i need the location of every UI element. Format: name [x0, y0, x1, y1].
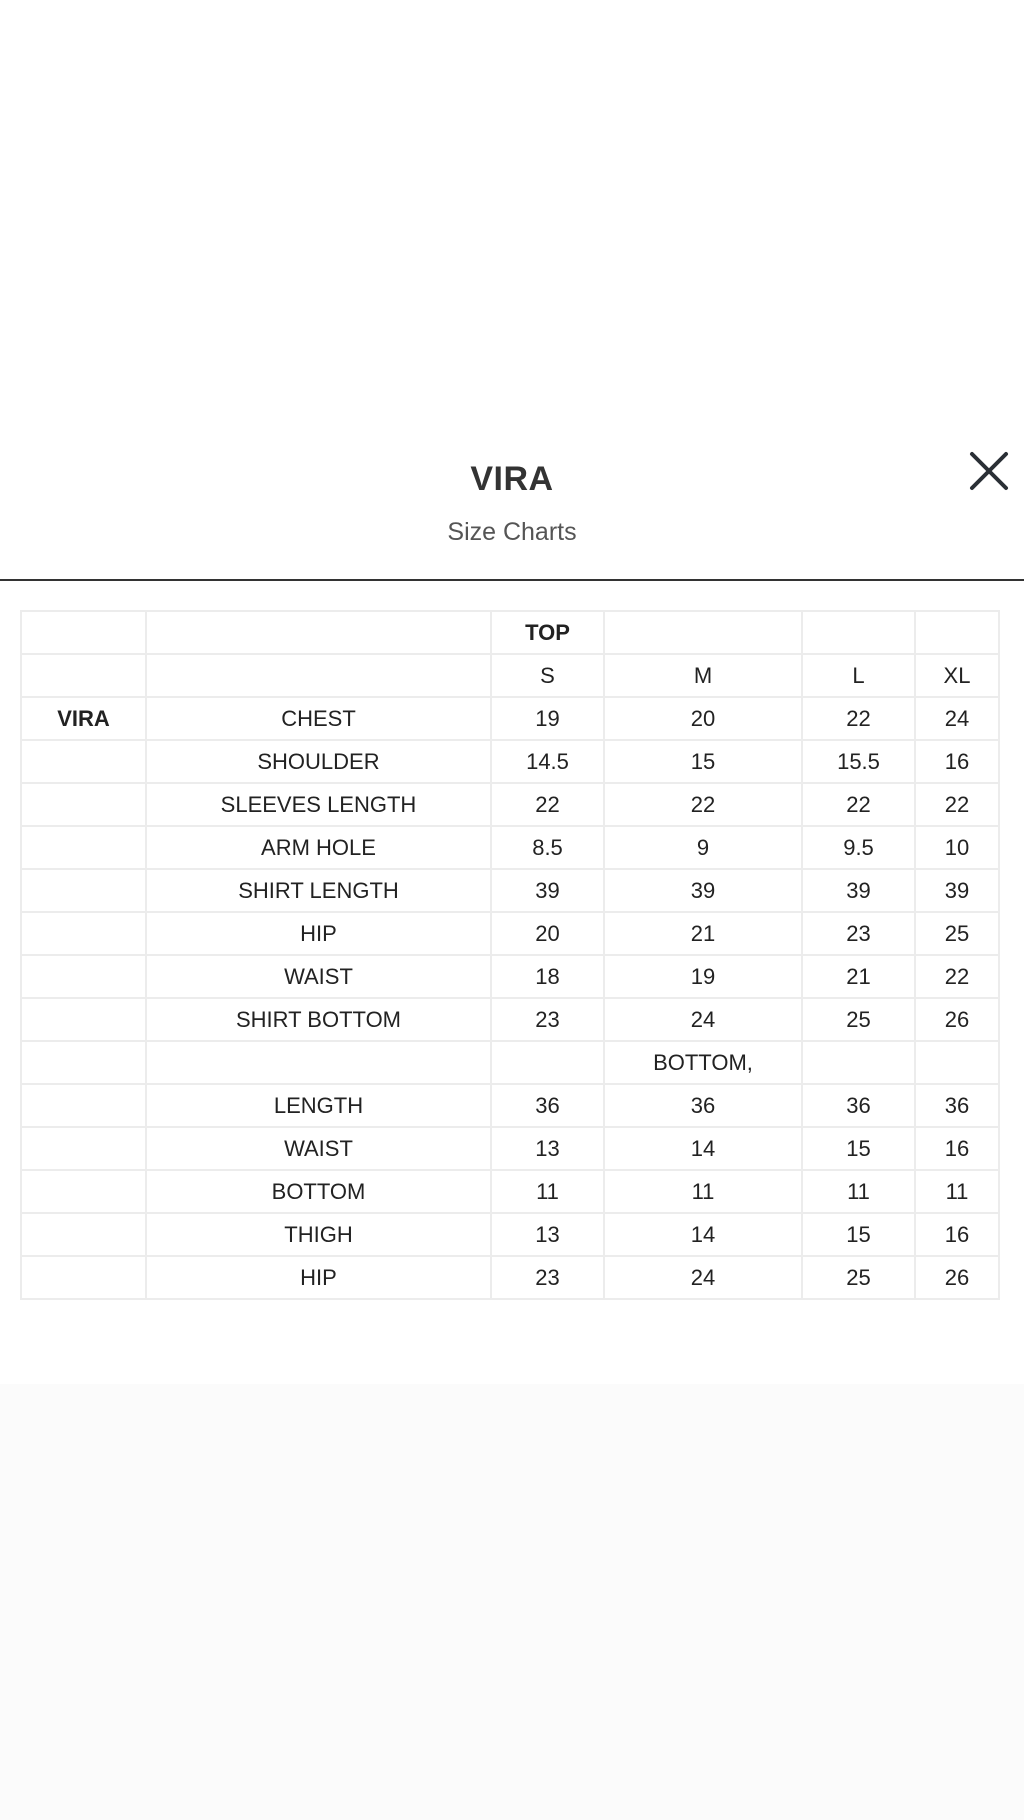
table-cell: 15	[802, 1213, 915, 1256]
table-cell	[21, 826, 146, 869]
table-cell: 15.5	[802, 740, 915, 783]
modal-subtitle: Size Charts	[447, 518, 577, 546]
size-chart-body	[21, 611, 999, 1299]
table-cell: 24	[915, 697, 999, 740]
page-background-bottom	[0, 1384, 1024, 1820]
table-cell	[915, 611, 999, 654]
table-cell: 36	[604, 1084, 802, 1127]
table-cell	[802, 611, 915, 654]
table-cell: SLEEVES LENGTH	[146, 783, 491, 826]
table-cell	[21, 611, 146, 654]
table-cell: 25	[802, 998, 915, 1041]
table-cell: 25	[915, 912, 999, 955]
table-cell: 11	[604, 1170, 802, 1213]
table-cell: 15	[802, 1127, 915, 1170]
table-cell: 15	[604, 740, 802, 783]
close-button[interactable]	[966, 448, 1012, 494]
table-cell	[21, 955, 146, 998]
close-icon	[966, 448, 1012, 494]
table-row	[21, 1084, 999, 1127]
table-row	[21, 654, 999, 697]
table-cell: 14.5	[491, 740, 604, 783]
table-cell: 22	[915, 955, 999, 998]
table-cell: 10	[915, 826, 999, 869]
table-cell: 21	[604, 912, 802, 955]
table-cell	[21, 1213, 146, 1256]
table-cell: BOTTOM	[146, 1170, 491, 1213]
table-row	[21, 1127, 999, 1170]
table-cell	[146, 611, 491, 654]
table-cell: 14	[604, 1213, 802, 1256]
table-cell: 22	[802, 697, 915, 740]
table-cell	[604, 611, 802, 654]
size-chart-table	[20, 610, 1000, 1300]
table-cell	[21, 1041, 146, 1084]
table-cell: S	[491, 654, 604, 697]
table-row	[21, 955, 999, 998]
table-cell: 23	[491, 1256, 604, 1299]
table-cell: 18	[491, 955, 604, 998]
table-cell: 24	[604, 998, 802, 1041]
table-row	[21, 697, 999, 740]
table-cell	[491, 1041, 604, 1084]
table-row	[21, 1213, 999, 1256]
table-cell: 36	[802, 1084, 915, 1127]
header-divider	[0, 579, 1024, 581]
table-cell: XL	[915, 654, 999, 697]
table-cell: 11	[915, 1170, 999, 1213]
table-cell: 39	[802, 869, 915, 912]
table-row	[21, 1041, 999, 1084]
table-cell: 9	[604, 826, 802, 869]
table-cell: BOTTOM,	[604, 1041, 802, 1084]
table-row	[21, 740, 999, 783]
table-cell	[21, 912, 146, 955]
table-cell: LENGTH	[146, 1084, 491, 1127]
table-cell: 11	[491, 1170, 604, 1213]
table-cell: 36	[915, 1084, 999, 1127]
table-cell	[21, 1127, 146, 1170]
table-cell: 20	[604, 697, 802, 740]
table-cell: 25	[802, 1256, 915, 1299]
table-cell	[21, 869, 146, 912]
table-cell: 22	[802, 783, 915, 826]
table-row	[21, 869, 999, 912]
table-cell: L	[802, 654, 915, 697]
table-cell: 24	[604, 1256, 802, 1299]
table-cell: 14	[604, 1127, 802, 1170]
table-cell: 19	[604, 955, 802, 998]
table-cell	[146, 1041, 491, 1084]
modal-title: VIRA	[470, 460, 554, 498]
table-cell: 23	[491, 998, 604, 1041]
table-cell: CHEST	[146, 697, 491, 740]
table-row	[21, 826, 999, 869]
table-cell	[146, 654, 491, 697]
table-cell: 13	[491, 1213, 604, 1256]
table-cell: 23	[802, 912, 915, 955]
table-cell: HIP	[146, 912, 491, 955]
table-cell: 21	[802, 955, 915, 998]
table-cell: 9.5	[802, 826, 915, 869]
table-cell: 16	[915, 1213, 999, 1256]
table-cell: 22	[915, 783, 999, 826]
table-cell: SHIRT BOTTOM	[146, 998, 491, 1041]
table-cell	[21, 1170, 146, 1213]
table-row	[21, 1170, 999, 1213]
table-cell: 8.5	[491, 826, 604, 869]
table-row	[21, 998, 999, 1041]
table-cell: VIRA	[21, 697, 146, 740]
table-cell: SHIRT LENGTH	[146, 869, 491, 912]
table-cell	[21, 783, 146, 826]
table-cell	[21, 1084, 146, 1127]
table-cell: 13	[491, 1127, 604, 1170]
table-cell	[21, 654, 146, 697]
table-cell: WAIST	[146, 1127, 491, 1170]
table-row	[21, 1256, 999, 1299]
table-cell: 26	[915, 1256, 999, 1299]
table-row	[21, 611, 999, 654]
table-cell: 20	[491, 912, 604, 955]
table-cell: ARM HOLE	[146, 826, 491, 869]
table-cell: THIGH	[146, 1213, 491, 1256]
table-cell	[21, 740, 146, 783]
table-cell	[21, 1256, 146, 1299]
table-cell: 39	[491, 869, 604, 912]
table-cell: 11	[802, 1170, 915, 1213]
table-cell: HIP	[146, 1256, 491, 1299]
table-cell	[915, 1041, 999, 1084]
table-row	[21, 783, 999, 826]
table-cell: 39	[604, 869, 802, 912]
table-cell: 22	[491, 783, 604, 826]
table-cell: 36	[491, 1084, 604, 1127]
table-cell: 16	[915, 740, 999, 783]
table-cell: WAIST	[146, 955, 491, 998]
table-row	[21, 912, 999, 955]
table-cell	[802, 1041, 915, 1084]
table-cell: SHOULDER	[146, 740, 491, 783]
table-cell: 16	[915, 1127, 999, 1170]
table-cell: 39	[915, 869, 999, 912]
table-cell: M	[604, 654, 802, 697]
table-cell: TOP	[491, 611, 604, 654]
table-cell: 22	[604, 783, 802, 826]
table-cell: 19	[491, 697, 604, 740]
table-cell: 26	[915, 998, 999, 1041]
table-cell	[21, 998, 146, 1041]
